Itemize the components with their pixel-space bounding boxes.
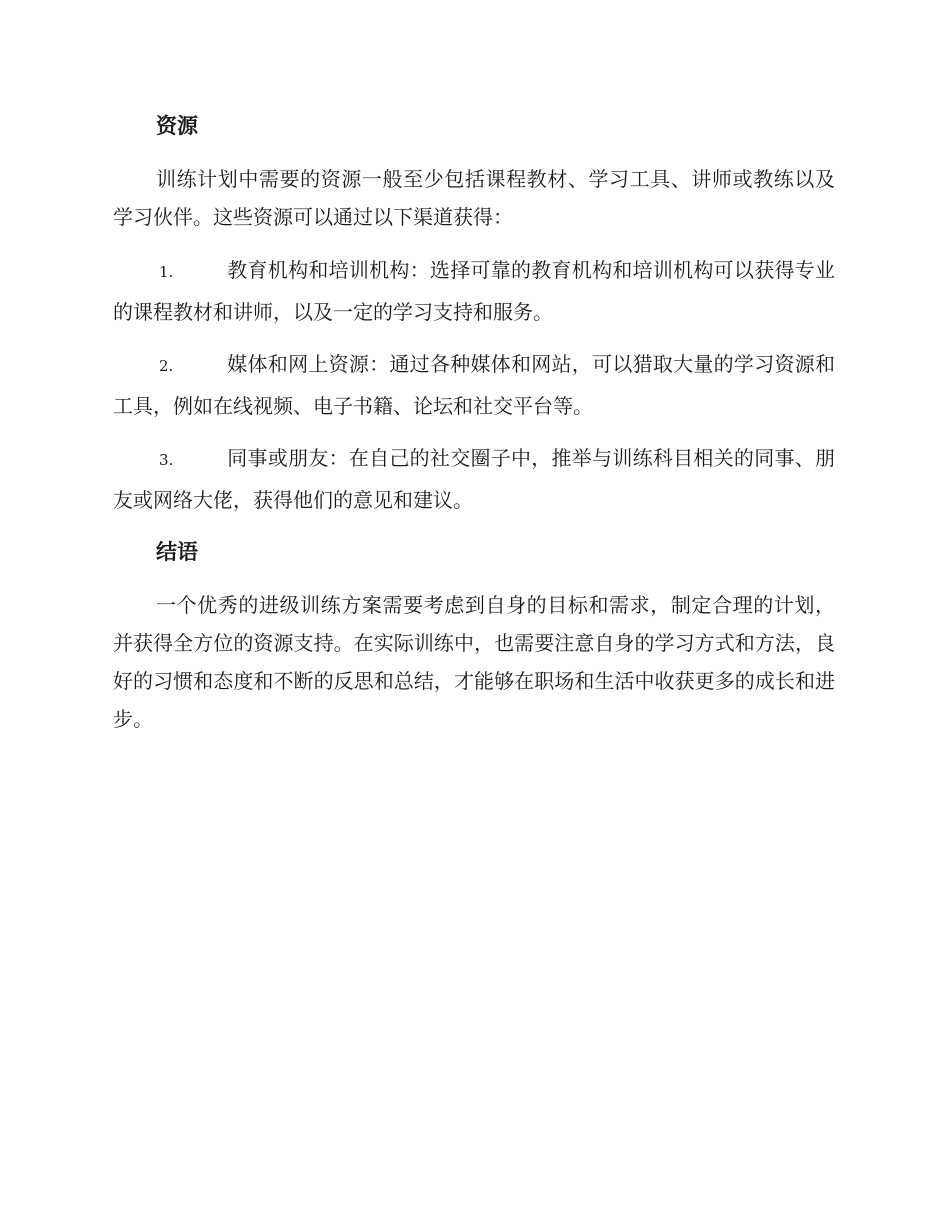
list-item-number: 1. [159,263,174,281]
conclusion-paragraph: 一个优秀的进级训练方案需要考虑到自身的目标和需求，制定合理的计划，并获得全方位的资源支持。在实际训练中，也需要注意自身的学习方式和方法，良好的习惯和态度和不断的反思和总结，才能够在职场和生活中收获更多的成长和进步。 [113,593,835,731]
document-page [113,106,835,752]
resources-intro-paragraph: 训练计划中需要的资源一般至少包括课程教材、学习工具、讲师或教练以及学习伙伴。这些资源可以通过以下渠道获得： [113,167,835,229]
list-item-text: 媒体和网上资源：通过各种媒体和网站，可以猎取大量的学习资源和工具，例如在线视频、电子书籍、论坛和社交平台等。 [113,352,835,418]
list-item-number: 3. [159,451,174,469]
section-heading-conclusion: 结语 [156,539,198,564]
list-item [113,344,835,426]
list-item-text: 教育机构和培训机构：选择可靠的教育机构和培训机构可以获得专业的课程教材和讲师，以及一定的学习支持和服务。 [113,258,835,324]
list-item-text: 同事或朋友：在自己的社交圈子中，推举与训练科目相关的同事、朋友或网络大佬，获得他们的意见和建议。 [113,446,835,512]
section-heading-resources: 资源 [156,113,198,138]
list-item [113,250,835,332]
list-item-number: 2. [159,357,174,375]
list-item [113,438,835,520]
